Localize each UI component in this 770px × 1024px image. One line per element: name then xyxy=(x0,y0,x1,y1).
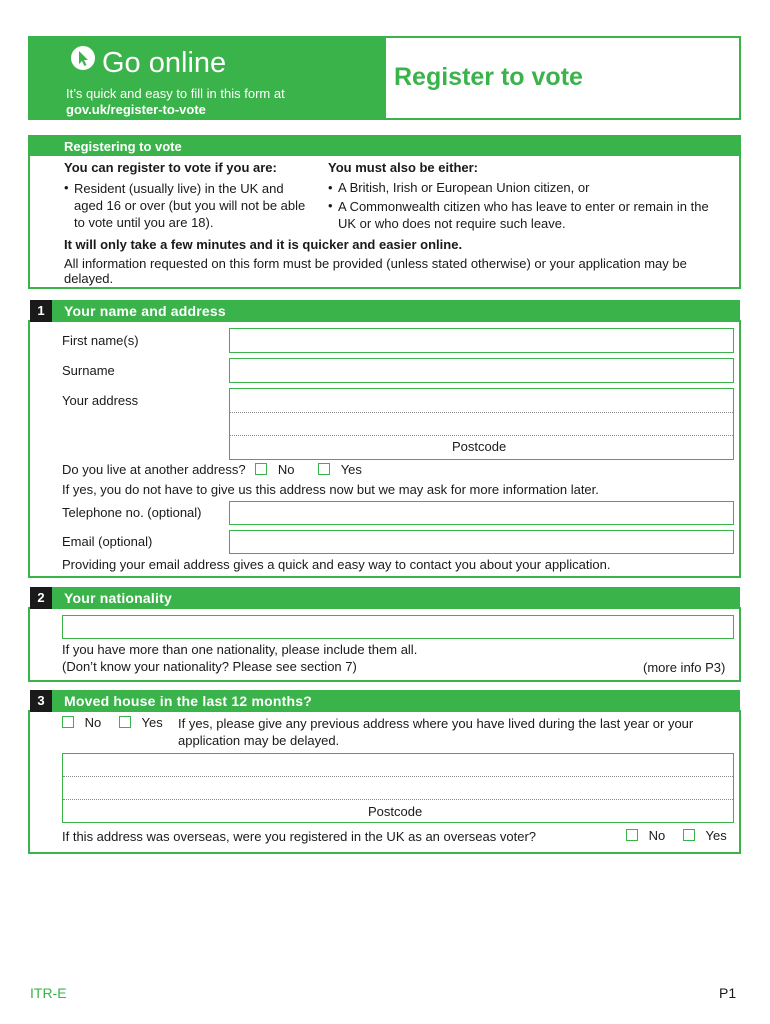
other-address-question xyxy=(62,462,362,478)
form-title: Register to vote xyxy=(394,63,583,91)
eligibility-heading: You can register to vote if you are: xyxy=(64,160,277,175)
overseas-question: If this address was overseas, were you registered in the UK as an overseas voter? xyxy=(62,829,537,844)
moved-no-label: No xyxy=(84,715,102,730)
previous-address-instruction: If yes, please give any previous address where you have lived during the last year or your application may be delayed. xyxy=(178,716,694,748)
cursor-icon xyxy=(70,45,96,71)
section-number: 1 xyxy=(30,300,52,322)
info-note: All information requested on this form must be provided (unless stated otherwise) or your application may be delayed. xyxy=(64,256,687,286)
more-info-link[interactable]: (more info P3) xyxy=(643,660,726,675)
overseas-no-checkbox[interactable] xyxy=(626,829,638,841)
overseas-options xyxy=(626,828,727,844)
quick-note: It will only take a few minutes and it is quicker and easier online. xyxy=(64,237,463,252)
postcode-label: Postcode xyxy=(368,804,423,819)
address-line-divider xyxy=(63,799,733,800)
section-title: Moved house in the last 12 months? xyxy=(64,693,312,709)
section-number: 2 xyxy=(30,587,52,609)
intro-box xyxy=(28,135,741,289)
section-3-header xyxy=(30,690,740,712)
overseas-no-label: No xyxy=(648,828,666,843)
citizenship-heading: You must also be either: xyxy=(328,160,479,175)
moved-options xyxy=(62,715,163,731)
section-2-header xyxy=(30,587,740,609)
no-label: No xyxy=(277,462,295,477)
nationality-help: (Don’t know your nationality? Please see section 7) xyxy=(62,659,357,674)
email-note: Providing your email address gives a quick and easy way to contact you about your application. xyxy=(62,557,611,572)
tagline: It’s quick and easy to fill in this form at xyxy=(66,86,285,101)
postcode-label: Postcode xyxy=(452,439,507,454)
overseas-yes-checkbox[interactable] xyxy=(683,829,695,841)
telephone-label: Telephone no. (optional) xyxy=(62,505,202,520)
eligibility-text: Resident (usually live) in the UK and aged 16 or over (but you will not be able to vote until you are 18). xyxy=(74,181,306,230)
page-number: P1 xyxy=(719,985,737,1001)
intro-title: Registering to vote xyxy=(64,139,182,154)
go-online-title: Go online xyxy=(102,47,227,79)
other-address-yes-checkbox[interactable] xyxy=(318,463,330,475)
bullet-icon: • xyxy=(328,198,333,213)
header-box xyxy=(28,36,741,120)
section-title: Your nationality xyxy=(64,590,172,606)
other-address-question-text: Do you live at another address? xyxy=(62,462,246,477)
surname-input[interactable] xyxy=(229,358,734,383)
address-line-divider xyxy=(230,412,733,413)
nationality-input[interactable] xyxy=(62,615,734,639)
email-label: Email (optional) xyxy=(62,534,153,549)
nationality-note: If you have more than one nationality, please include them all. xyxy=(62,642,418,657)
bullet-icon: • xyxy=(328,180,333,195)
other-address-note: If yes, you do not have to give us this address now but we may ask for more information later. xyxy=(62,482,599,497)
moved-yes-label: Yes xyxy=(141,715,163,730)
telephone-input[interactable] xyxy=(229,501,734,525)
overseas-yes-label: Yes xyxy=(705,828,727,843)
email-input[interactable] xyxy=(229,530,734,554)
other-address-no-checkbox[interactable] xyxy=(255,463,267,475)
register-url[interactable]: gov.uk/register-to-vote xyxy=(66,102,206,117)
section-1-header xyxy=(30,300,740,322)
section-title: Your name and address xyxy=(64,303,226,319)
previous-address-input[interactable] xyxy=(62,753,734,823)
moved-no-checkbox[interactable] xyxy=(62,716,74,728)
address-line-divider xyxy=(63,776,733,777)
address-label: Your address xyxy=(62,393,139,408)
address-line-divider xyxy=(230,435,733,436)
surname-label: Surname xyxy=(62,363,115,378)
intro-header xyxy=(30,137,739,156)
first-name-label: First name(s) xyxy=(62,333,139,348)
citizenship-text-1: A British, Irish or European Union citizen, or xyxy=(338,180,590,195)
yes-label: Yes xyxy=(340,462,362,477)
section-number: 3 xyxy=(30,690,52,712)
go-online-panel xyxy=(30,38,386,118)
address-input[interactable] xyxy=(229,388,734,460)
form-code: ITR-E xyxy=(30,985,67,1001)
moved-yes-checkbox[interactable] xyxy=(119,716,131,728)
citizenship-text-2: A Commonwealth citizen who has leave to enter or remain in the UK or who does not require such leave. xyxy=(338,199,709,231)
first-name-input[interactable] xyxy=(229,328,734,353)
bullet-icon: • xyxy=(64,180,69,195)
